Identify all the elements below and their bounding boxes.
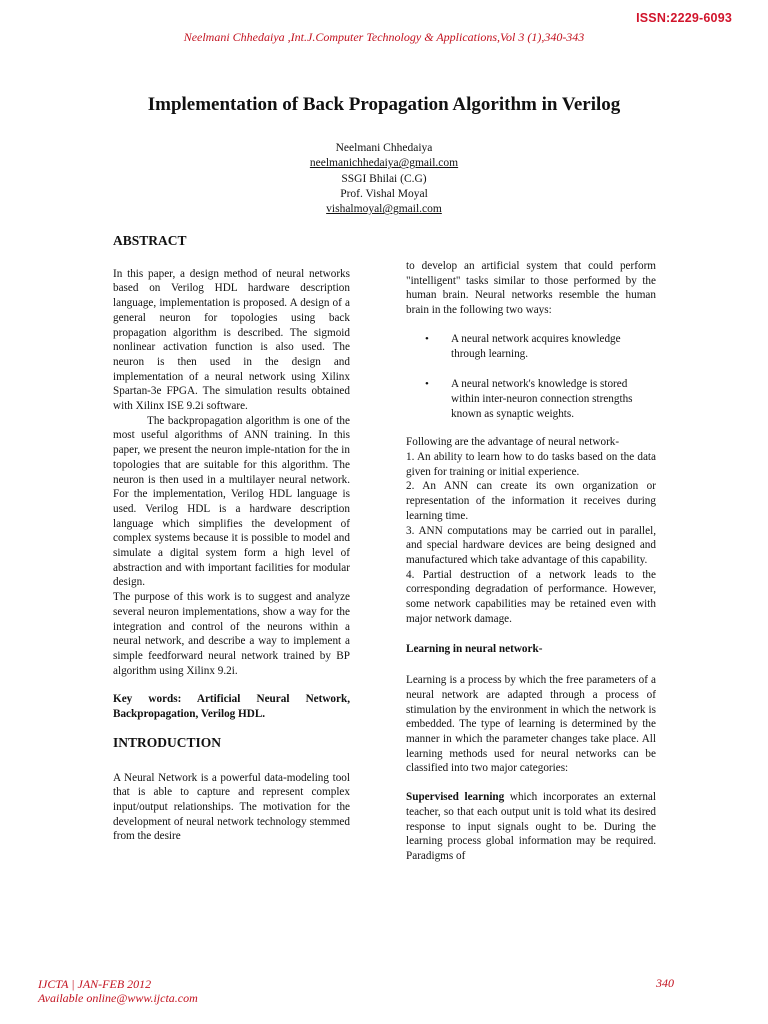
abstract-paragraph-2: The backpropagation algorithm is one of the most useful algorithms of ANN training. In this paper, we present the neuron imple-ntation for the in topologies that are suitable for this algorithm. The neuron is then used in a multilayer neural network. For the implementation, Verilog HDL language is used. Verilog HDL is a hardware description language which simplifies the development of complex systems because it is possible to model and simulate a digital system form a high level of abstraction and with important facilities for modular design. xyxy=(113,414,350,589)
author-email-2[interactable]: vishalmoyal@gmail.com xyxy=(326,203,442,216)
advantages-intro: Following are the advantage of neural network- xyxy=(406,436,620,449)
footer-journal-block xyxy=(38,977,198,1005)
bullet-item-1 xyxy=(406,332,656,361)
right-column xyxy=(406,259,656,864)
bullet-icon: • xyxy=(425,378,429,391)
supervised-text: which incorporates an external teacher, so that each output unit is told what its desired response to input signals ought to be. During the learning process global information may be required. Paradigms of xyxy=(406,791,656,862)
author-name-2: Prof. Vishal Moyal xyxy=(340,187,428,200)
author-email-1[interactable]: neelmanichhedaiya@gmail.com xyxy=(309,157,459,170)
advantage-4: 4. Partial destruction of a network leads to the corresponding degradation of performance. However, some network capabilities may be retained even with major network damage. xyxy=(406,568,656,625)
left-column xyxy=(113,234,350,844)
bullet-icon: • xyxy=(425,332,429,345)
supervised-paragraph xyxy=(406,790,656,864)
keywords: Key words: Artificial Neural Network, Backpropagation, Verilog HDL. xyxy=(113,693,350,721)
learning-heading: Learning in neural network- xyxy=(406,643,543,656)
footer-journal: IJCTA | JAN-FEB 2012 xyxy=(38,977,152,991)
introduction-heading: INTRODUCTION xyxy=(113,734,222,750)
bullet-item-2 xyxy=(406,377,656,421)
advantage-1: 1. An ability to learn how to do tasks based on the data given for training or initial experience. xyxy=(406,451,656,478)
abstract-heading: ABSTRACT xyxy=(113,233,187,248)
learning-paragraph: Learning is a process by which the free parameters of a neural network are adapted through a process of stimulation by the environment in which the network is embedded. The type of learning is determined by the manner in which the parameter changes take place. All learning methods used for neural networks can be classified into two major categories: xyxy=(406,674,656,775)
bullet-text-1: A neural network acquires knowledge through learning. xyxy=(451,332,621,360)
continued-paragraph: to develop an artificial system that could perform "intelligent" tasks similar to those performed by the human brain. Neural networks resemble the human brain in the following two ways: xyxy=(406,260,656,317)
advantage-2: 2. An ANN can create its own organization or representation of the information it receives during learning time. xyxy=(406,480,656,522)
footer-online: Available online@www.ijcta.com xyxy=(38,991,198,1005)
issn-label: ISSN:2229-6093 xyxy=(636,11,732,25)
introduction-paragraph: A Neural Network is a powerful data-modeling tool that is able to capture and represent complex input/output relationships. The motivation for the development of neural network technology stemmed from the desire xyxy=(113,771,350,843)
page-number: 340 xyxy=(656,976,674,990)
supervised-term: Supervised learning xyxy=(406,791,505,804)
abstract-paragraph-3: The purpose of this work is to suggest and analyze several neuron implementations, show a way for the integration and control of the neurons within a neural network, and describe a way to implement a simple feedforward neural network trained by BP algorithm using Xilinx 9.2i. xyxy=(113,591,350,677)
advantage-3: 3. ANN computations may be carried out in parallel, and special hardware devices are being designed and manufactured which take advantage of this capability. xyxy=(406,524,656,566)
paper-title: Implementation of Back Propagation Algorithm in Verilog xyxy=(147,94,621,115)
author-block xyxy=(0,141,768,217)
author-affiliation: SSGI Bhilai (C.G) xyxy=(341,172,427,185)
running-header: Neelmani Chhedaiya ,Int.J.Computer Technology & Applications,Vol 3 (1),340-343 xyxy=(183,30,585,44)
author-name-1: Neelmani Chhedaiya xyxy=(335,142,433,154)
abstract-paragraph-1: In this paper, a design method of neural networks based on Verilog HDL hardware description language, implementation is proposed. A design of a general neuron for topologies using back propagation algorithm is described. The sigmoid nonlinear activation function is also used. The neuron is then used in the design and implementation of a neural network using Xilinx Spartan-3e FPGA. The simulation results obtained with Xilinx ISE 9.2i software. xyxy=(113,267,350,413)
bullet-text-2: A neural network's knowledge is stored within inter-neuron connection strengths known as synaptic weights. xyxy=(451,378,633,420)
